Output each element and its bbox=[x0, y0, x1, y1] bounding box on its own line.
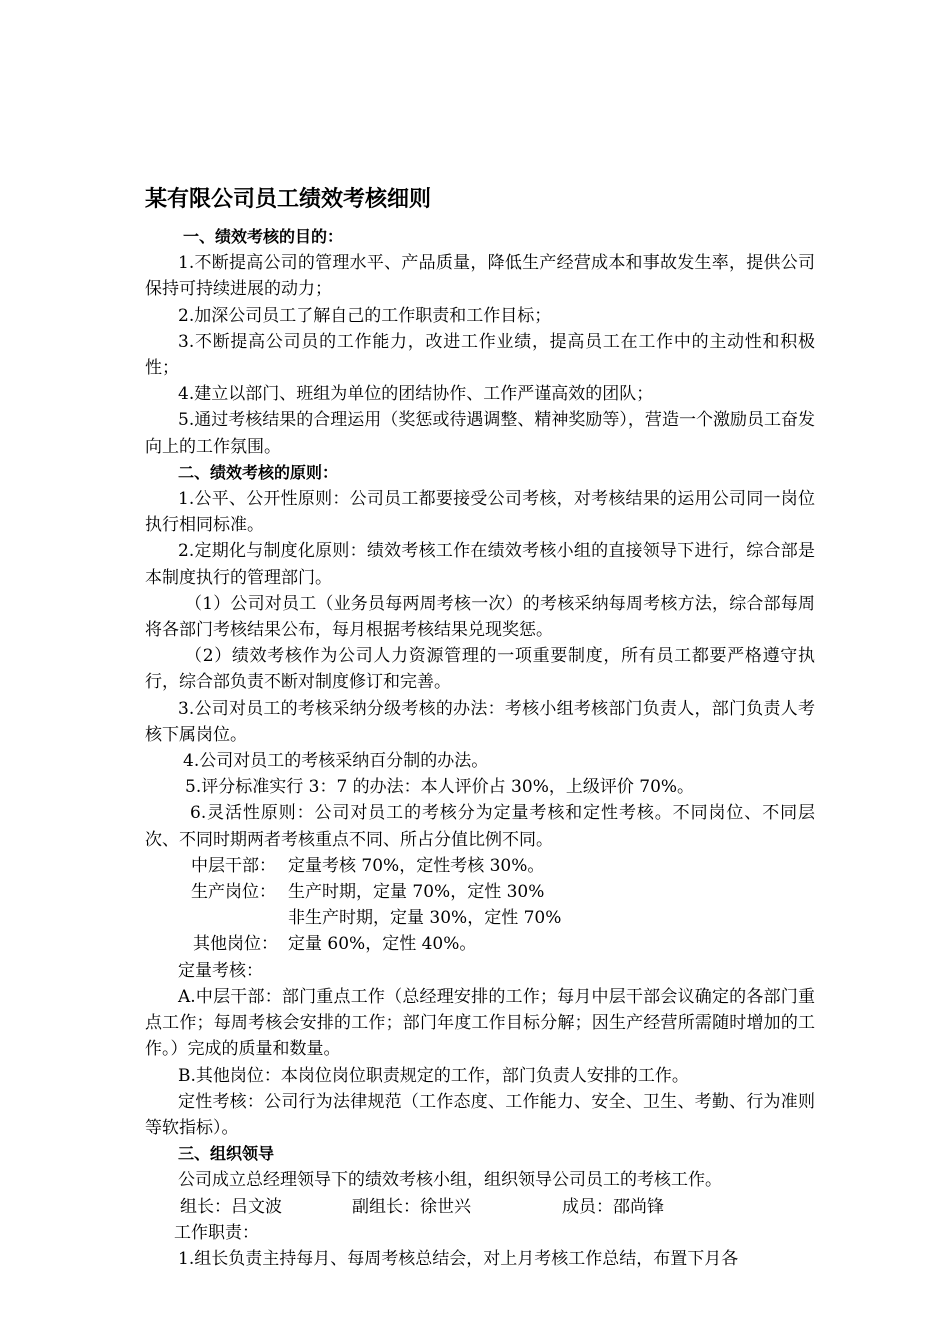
ratio-label-other: 其他岗位： bbox=[193, 934, 278, 955]
team-deputy: 副组长：徐世兴 bbox=[352, 1196, 471, 1217]
organization-intro: 公司成立总经理领导下的绩效考核小组，组织领导公司员工的考核工作。 bbox=[178, 1170, 722, 1191]
principle-item-3: 3.公司对员工的考核采纳分级考核的办法：考核小组考核部门负责人，部门负责人考核下属岗位。 bbox=[145, 698, 815, 745]
purpose-item-3: 3.不断提高公司员的工作能力，改进工作业绩，提高员工在工作中的主动性和积极性； bbox=[145, 331, 815, 379]
document-title: 某有限公司员工绩效考核细则 bbox=[145, 187, 432, 212]
duty-item-1: 1.组长负责主持每月、每周考核总结会，对上月考核工作总结，布置下月各 bbox=[178, 1248, 739, 1269]
principle-item-5: 5.评分标准实行 3：7 的办法：本人评价占 30%，上级评价 70%。 bbox=[185, 777, 695, 798]
ratio-value-middle: 定量考核 70%，定性考核 30%。 bbox=[288, 855, 545, 876]
team-member: 成员：邵尚锋 bbox=[562, 1196, 664, 1217]
qual-item: 定性考核：公司行为法律规范（工作态度、工作能力、安全、卫生、考勤、行为准则等软指标）。 bbox=[145, 1091, 815, 1138]
purpose-item-5: 5.通过考核结果的合理运用（奖惩或待遇调整、精神奖励等），营造一个激励员工奋发向上的工作氛围。 bbox=[145, 410, 815, 457]
principle-subitem-1: （1）公司对员工（业务员每两周考核一次）的考核采纳每周考核方法，综合部每周将各部门考核结果公布，每月根据考核结果兑现奖惩。 bbox=[145, 593, 815, 641]
ratio-value-other: 定量 60%，定性 40%。 bbox=[288, 934, 477, 955]
section-heading-purpose: 一、绩效考核的目的： bbox=[183, 227, 344, 246]
principle-subitem-2: （2）绩效考核作为公司人力资源管理的一项重要制度，所有员工都要严格遵守执行，综合部负责不断对制度修订和完善。 bbox=[145, 646, 815, 693]
ratio-row-other bbox=[145, 931, 815, 957]
section-heading-principles: 二、绩效考核的原则： bbox=[178, 462, 339, 482]
team-leader: 组长：吕文波 bbox=[180, 1196, 282, 1217]
ratio-label-middle: 中层干部： bbox=[191, 855, 276, 876]
ratio-value-production-2: 非生产时期，定量 30%，定性 70% bbox=[288, 908, 562, 929]
duties-heading: 工作职责： bbox=[174, 1222, 259, 1243]
ratio-value-production-1: 生产时期，定量 70%，定性 30% bbox=[288, 882, 545, 903]
ratio-label-production: 生产岗位： bbox=[191, 882, 276, 903]
ratio-row-production bbox=[145, 879, 815, 905]
team-row bbox=[145, 1194, 815, 1220]
quant-item-a: A.中层干部：部门重点工作（总经理安排的工作；每月中层干部会议确定的各部门重点工作；每周考核会安排的工作；部门年度工作目标分解；因生产经营所需随时增加的工作。）完成的质量和数量。 bbox=[145, 986, 815, 1060]
principle-item-2: 2.定期化与制度化原则：绩效考核工作在绩效考核小组的直接领导下进行，综合部是本制度执行的管理部门。 bbox=[145, 541, 815, 588]
purpose-item-4: 4.建立以部门、班组为单位的团结协作、工作严谨高效的团队； bbox=[178, 384, 654, 405]
principle-item-4: 4.公司对员工的考核采纳百分制的办法。 bbox=[183, 751, 489, 772]
principle-item-6: 6.灵活性原则：公司对员工的考核分为定量考核和定性考核。不同岗位、不同层次、不同时期两者考核重点不同、所占分值比例不同。 bbox=[145, 803, 815, 850]
ratio-row-production-off bbox=[145, 905, 815, 931]
quant-item-b: B.其他岗位：本岗位岗位职责规定的工作，部门负责人安排的工作。 bbox=[178, 1065, 689, 1086]
document-body bbox=[145, 224, 815, 1272]
purpose-item-1: 1.不断提高公司的管理水平、产品质量，降低生产经营成本和事故发生率，提供公司保持可持续进展的动力； bbox=[145, 253, 815, 300]
ratio-row-middle bbox=[145, 853, 815, 879]
quant-heading: 定量考核： bbox=[178, 960, 263, 981]
purpose-item-2: 2.加深公司员工了解自己的工作职责和工作目标； bbox=[178, 305, 552, 326]
section-heading-organization: 三、组织领导 bbox=[178, 1144, 275, 1164]
principle-item-1: 1.公平、公开性原则：公司员工都要接受公司考核，对考核结果的运用公司同一岗位执行相同标准。 bbox=[145, 489, 815, 536]
